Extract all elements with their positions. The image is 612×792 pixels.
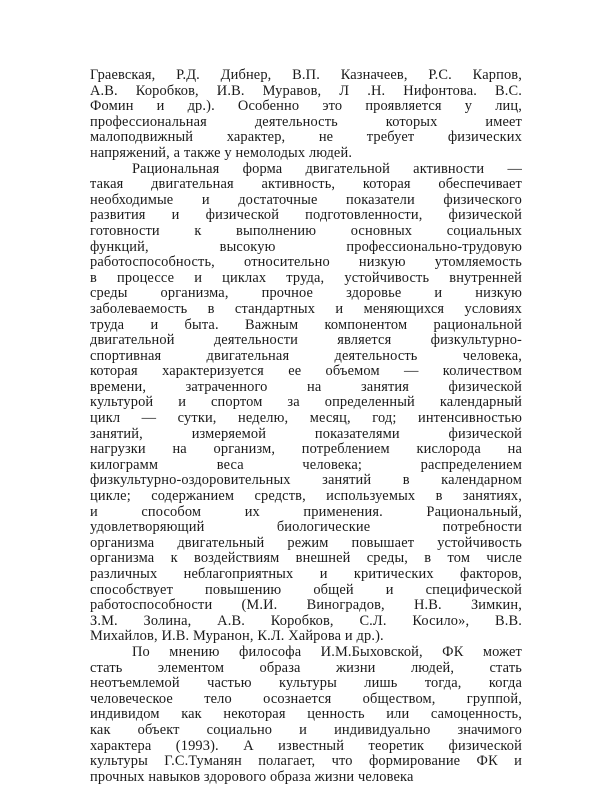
text-line: необходимые и достаточные показатели физического — [90, 192, 522, 208]
text-line: которая характеризуется ее объемом — количеством — [90, 364, 522, 380]
text-line: неотъемлемой частью культуры лишь тогда, когда — [90, 676, 522, 692]
text-line: Граевская, Р.Д. Дибнер, В.П. Казначеев, Р.С. Карпов, — [90, 68, 522, 83]
text-line: нагрузки на организм, потреблением кислорода на — [90, 442, 522, 458]
text-line: как объект социально и индивидуально значимого — [90, 722, 522, 738]
text-line: занятий, измеряемой показателями физической — [90, 426, 522, 442]
text-line: А.В. Коробков, И.В. Муравов, Л .Н. Нифонтова. В.С. — [90, 83, 522, 99]
paragraph — [90, 645, 522, 785]
text-line: цикле; содержанием средств, используемых в занятиях, — [90, 489, 522, 505]
text-line: человеческое тело осознается обществом, группой, — [90, 691, 522, 707]
text-line: способствует повышению общей и специфической — [90, 582, 522, 598]
text-line: работоспособность, относительно низкую утомляемость — [90, 255, 522, 271]
text-line: среды организма, прочное здоровье и низкую — [90, 286, 522, 302]
document-page — [90, 68, 522, 785]
text-line: малоподвижный характер, не требует физических — [90, 130, 522, 146]
text-line: Фомин и др.). Особенно это проявляется у лиц, — [90, 99, 522, 115]
text-line: культурой и спортом за определенный календарный — [90, 395, 522, 411]
text-line: такая двигательная активность, которая обеспечивает — [90, 177, 522, 193]
paragraph — [90, 68, 522, 162]
text-line: З.М. Золина, А.В. Коробков, С.Л. Косило», В.В. — [90, 613, 522, 629]
text-line: культуры Г.С.Туманян полагает, что формирование ФК и — [90, 754, 522, 770]
text-line: прочных навыков здорового образа жизни человека — [90, 769, 414, 785]
text-line: удовлетворяющий биологические потребности — [90, 520, 522, 536]
text-line: организма к воздействиям внешней среды, в том числе — [90, 551, 522, 567]
text-line: в процессе и циклах труда, устойчивость внутренней — [90, 270, 522, 286]
text-line: По мнению философа И.М.Быховской, ФК может — [132, 644, 522, 660]
text-line: развития и физической подготовленности, физической — [90, 208, 522, 224]
text-line: Михайлов, И.В. Муранон, К.Л. Хайрова и др.). — [90, 629, 384, 645]
text-line: килограмм веса человека; распределением — [90, 457, 522, 473]
text-line: двигательной деятельности является физкультурно- — [90, 333, 522, 349]
text-line: заболеваемость в стандартных и меняющихся условиях — [90, 301, 522, 317]
text-line: стать элементом образа жизни людей, стать — [90, 660, 522, 676]
text-line: физкультурно-оздоровительных занятий в календарном — [90, 473, 522, 489]
text-line: времени, затраченного на занятия физической — [90, 379, 522, 395]
text-line: Рациональная форма двигательной активности — — [132, 161, 522, 177]
text-line: характера (1993). А известный теоретик физической — [90, 738, 522, 754]
text-line: готовности к выполнению основных социальных — [90, 223, 522, 239]
text-line: профессиональная деятельность которых имеет — [90, 114, 522, 130]
text-line: труда и быта. Важным компонентом рациональной — [90, 317, 522, 333]
text-line: функций, высокую профессионально-трудовую — [90, 239, 522, 255]
text-line: различных неблагоприятных и критических факторов, — [90, 567, 522, 582]
text-line: и способом их применения. Рациональный, — [90, 504, 522, 520]
text-line: цикл — сутки, неделю, месяц, год; интенсивностью — [90, 411, 522, 427]
text-line: работоспособности (М.И. Виноградов, Н.В. Зимкин, — [90, 598, 522, 614]
text-line: индивидом как некоторая ценность или самоценность, — [90, 707, 522, 723]
text-line: спортивная двигательная деятельность человека, — [90, 348, 522, 364]
text-line: организма двигательный режим повышает устойчивость — [90, 535, 522, 551]
text-line: напряжений, а также у немолодых людей. — [90, 145, 353, 161]
paragraph — [90, 162, 522, 645]
